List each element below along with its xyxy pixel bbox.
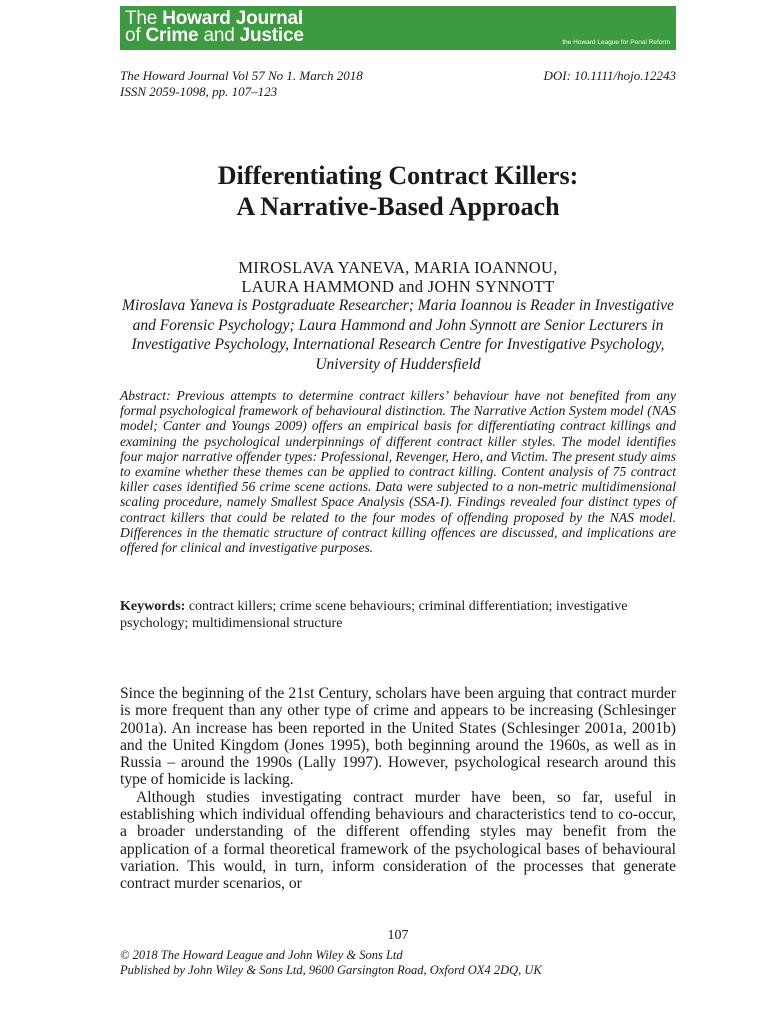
- keywords-list: contract killers; crime scene behaviours; criminal differentiation; investigative psychology; multidimensional structure: [120, 599, 628, 631]
- authors: [120, 258, 676, 296]
- journal-banner: [120, 6, 676, 50]
- authors-line-2: LAURA HAMMOND and JOHN SYNNOTT: [241, 277, 555, 296]
- publisher-logo-text: the Howard League for Penal Reform: [562, 39, 670, 46]
- authors-line-1: MIROSLAVA YANEVA, MARIA IOANNOU,: [238, 258, 558, 277]
- page-number: 107: [387, 928, 409, 943]
- author-affiliations: Miroslava Yaneva is Postgraduate Researcher; Maria Ioannou is Reader in Investigative and Forensic Psychology; Laura Hammond and John Synnott are Senior Lecturers in Investigative Psychology, International Research Centre for Investigative Psychology, University of Huddersfield: [122, 297, 674, 373]
- journal-name-line1: The Howard Journal: [125, 8, 303, 29]
- doi: DOI: 10.1111/hojo.12243: [543, 68, 676, 83]
- keywords-label: Keywords:: [120, 599, 186, 614]
- title-line-1: Differentiating Contract Killers:: [217, 161, 579, 190]
- title-line-2: A Narrative-Based Approach: [236, 192, 560, 221]
- journal-issue: The Howard Journal Vol 57 No 1. March 2018: [120, 68, 363, 83]
- keywords: [120, 598, 676, 632]
- copyright-notice: © 2018 The Howard League and John Wiley & Sons Ltd: [120, 948, 403, 962]
- publisher-address: Published by John Wiley & Sons Ltd, 9600 Garsington Road, Oxford OX4 2DQ, UK: [120, 963, 542, 977]
- article-title: [120, 160, 676, 222]
- body-text: [120, 685, 676, 893]
- issn-pages: ISSN 2059-1098, pp. 107–123: [120, 84, 278, 99]
- paragraph: Although studies investigating contract murder have been, so far, useful in establishing which individual offending behaviours and characteristics tend to co-occur, a broader understanding of the different offending styles may benefit from the application of a formal theoretical framework of the psychological bases of behavioural variation. This would, in turn, inform consideration of the processes that generate contract murder scenarios, or: [120, 788, 676, 893]
- abstract: Abstract: Previous attempts to determine contract killers’ behaviour have not benefited from any formal psychological framework of behavioural distinction. The Narrative Action System model (NAS model; Canter and Youngs 2009) offers an empirical basis for differentiating contract killings and examining the psychological underpinnings of different contract killer styles. The model identifies four major narrative offender types: Professional, Revenger, Hero, and Victim. The present study aims to examine whether these themes can be applied to contract killing. Content analysis of 75 contract killer cases identified 56 crime scene actions. Data were subjected to a non-metric multidimensional scaling procedure, namely Smallest Space Analysis (SSA-I). Findings revealed four distinct types of contract killers that could be related to the four modes of offending proposed by the NAS model. Differences in the thematic structure of contract killing offences are discussed, and implications are offered for clinical and investigative purposes.: [120, 388, 676, 556]
- journal-name-line2: of Crime and Justice: [125, 25, 304, 46]
- paragraph: Since the beginning of the 21st Century, scholars have been arguing that contract murder is more frequent than any other type of crime and appears to be increasing (Schlesinger 2001a). An increase has been reported in the United States (Schlesinger 2001a, 2001b) and the United Kingdom (Jones 1995), both beginning around the 1960s, as well as in Russia – around the 1990s (Lally 1997). However, psychological research around this type of homicide is lacking.: [120, 685, 676, 789]
